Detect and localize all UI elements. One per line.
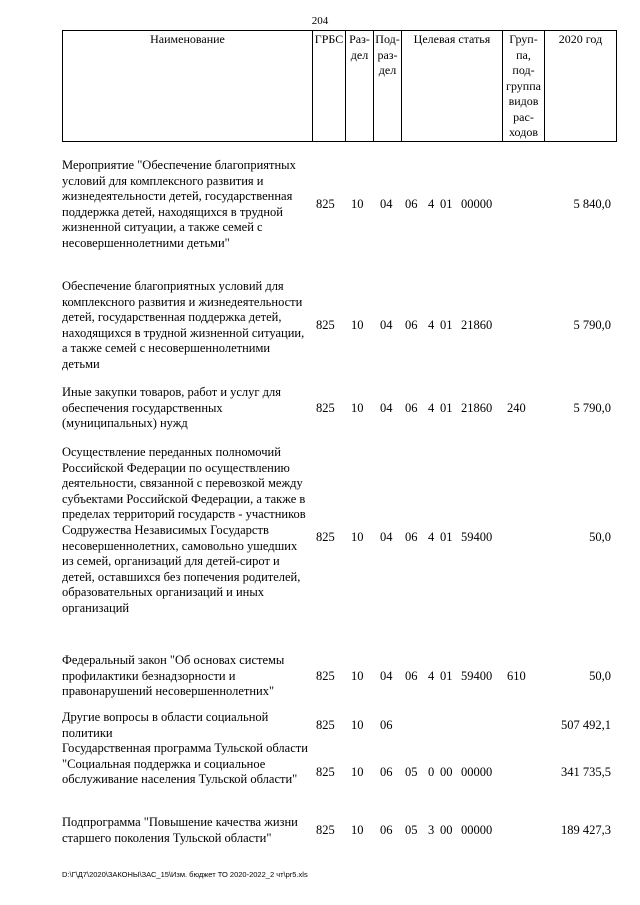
header-expense-group: Груп- па, под- группа видов рас- ходов — [503, 31, 545, 141]
row-cs-program: 06 — [405, 530, 418, 544]
row-cs-program: 06 — [405, 669, 418, 683]
row-cs-subprogram: 4 — [428, 669, 435, 683]
table-row — [62, 445, 617, 635]
row-cs-direction: 59400 — [461, 669, 493, 683]
row-cs-program: 06 — [405, 401, 418, 415]
row-name: Иные закупки товаров, работ и услуг для обеспечения государственных (муниципальных) нужд — [62, 385, 282, 431]
header-razdel: Раз- дел — [346, 31, 374, 141]
row-podrazdel: 04 — [380, 318, 393, 332]
row-cs-direction: 00000 — [461, 823, 493, 837]
row-cs-direction: 59400 — [461, 530, 493, 544]
row-cs-event: 01 — [440, 530, 453, 544]
row-cs-program: 06 — [405, 318, 418, 332]
row-razdel: 10 — [351, 669, 364, 683]
row-amount: 5 790,0 — [573, 318, 611, 332]
row-podrazdel: 04 — [380, 669, 393, 683]
row-razdel: 10 — [351, 718, 364, 732]
row-amount: 50,0 — [589, 530, 611, 544]
row-name: Федеральный закон "Об основах системы профилактики безнадзорности и правонарушений несовершеннолетних" — [62, 653, 285, 699]
row-amount: 5 840,0 — [573, 197, 611, 211]
row-cs-subprogram: 4 — [428, 401, 435, 415]
row-razdel: 10 — [351, 823, 364, 837]
row-podrazdel: 04 — [380, 197, 393, 211]
row-grbs: 825 — [316, 669, 335, 683]
row-podrazdel: 04 — [380, 530, 393, 544]
row-cs-subprogram: 4 — [428, 318, 435, 332]
row-cs-program: 05 — [405, 823, 418, 837]
table-row — [62, 653, 617, 701]
row-razdel: 10 — [351, 401, 364, 415]
row-cs-subprogram: 4 — [428, 197, 435, 211]
row-razdel: 10 — [351, 197, 364, 211]
row-podrazdel: 06 — [380, 823, 393, 837]
row-name: Обеспечение благоприятных условий для комплексного развития и жизнедеятельности детей, государственная поддержка детей, находящихся в трудной жизненной ситуации, а также семей с несовершеннолетними детьми — [62, 279, 305, 371]
row-name: Подпрограмма "Повышение качества жизни старшего поколения Тульской области" — [62, 815, 298, 845]
page-number: 204 — [311, 15, 329, 27]
header-grbs: ГРБС — [313, 31, 346, 141]
row-cs-direction: 21860 — [461, 401, 493, 415]
row-grbs: 825 — [316, 197, 335, 211]
row-amount: 50,0 — [589, 669, 611, 683]
header-podrazdel: Под- раз- дел — [374, 31, 402, 141]
row-name: Другие вопросы в области социальной политики — [62, 710, 269, 740]
row-amount: 189 427,3 — [561, 823, 611, 837]
header-year: 2020 год — [558, 32, 603, 46]
row-cs-event: 00 — [440, 765, 453, 779]
row-grbs: 825 — [316, 318, 335, 332]
row-cs-direction: 00000 — [461, 765, 493, 779]
row-name: Мероприятие "Обеспечение благоприятных условий для комплексного развития и жизнедеятельности детей, государственная поддержка детей, находящихся в трудной жизненной ситуации, а также семей с несовершеннолетними детьми" — [62, 158, 296, 250]
row-expense-group: 240 — [507, 401, 526, 415]
row-podrazdel: 06 — [380, 765, 393, 779]
row-razdel: 10 — [351, 765, 364, 779]
row-name: Осуществление переданных полномочий Российской Федерации по осуществлению деятельности, связанной с перевозкой между субъектами Российской Федерации, а также в пределах территорий государств - участников Содружества Независимых Государств несовершеннолетних, самовольно ушедших из семей, организаций для детей-сирот и детей, оставшихся без попечения родителей, образовательных организаций и иных организаций — [62, 445, 306, 615]
row-cs-direction: 21860 — [461, 318, 493, 332]
row-cs-subprogram: 0 — [428, 765, 435, 779]
table-header — [62, 30, 617, 142]
table-row — [62, 279, 617, 373]
row-cs-event: 01 — [440, 669, 453, 683]
row-razdel: 10 — [351, 530, 364, 544]
row-razdel: 10 — [351, 318, 364, 332]
row-grbs: 825 — [316, 765, 335, 779]
row-cs-direction: 00000 — [461, 197, 493, 211]
row-cs-event: 00 — [440, 823, 453, 837]
table-row — [62, 710, 617, 742]
row-podrazdel: 06 — [380, 718, 393, 732]
row-cs-subprogram: 4 — [428, 530, 435, 544]
row-cs-event: 01 — [440, 401, 453, 415]
row-expense-group: 610 — [507, 669, 526, 683]
row-amount: 5 790,0 — [573, 401, 611, 415]
row-amount: 341 735,5 — [561, 765, 611, 779]
header-name: Наименование — [63, 31, 313, 141]
row-cs-event: 01 — [440, 197, 453, 211]
row-podrazdel: 04 — [380, 401, 393, 415]
row-grbs: 825 — [316, 530, 335, 544]
row-cs-program: 05 — [405, 765, 418, 779]
row-cs-program: 06 — [405, 197, 418, 211]
table-row — [62, 158, 617, 252]
footer-file-path: D:\Г\Д7\2020\ЗАКОНЫ\ЗАС_15\Изм. бюджет ТО 2020-2022_2 чт\pr5.xls — [62, 870, 308, 879]
row-amount: 507 492,1 — [561, 718, 611, 732]
row-grbs: 825 — [316, 823, 335, 837]
table-row — [62, 815, 617, 847]
row-grbs: 825 — [316, 718, 335, 732]
row-cs-subprogram: 3 — [428, 823, 435, 837]
header-target-article: Целевая статья — [402, 31, 503, 141]
row-cs-event: 01 — [440, 318, 453, 332]
row-grbs: 825 — [316, 401, 335, 415]
table-row — [62, 385, 617, 433]
table-row — [62, 741, 617, 805]
row-name: Государственная программа Тульской области "Социальная поддержка и социальное обслуживание населения Тульской области" — [62, 741, 308, 787]
